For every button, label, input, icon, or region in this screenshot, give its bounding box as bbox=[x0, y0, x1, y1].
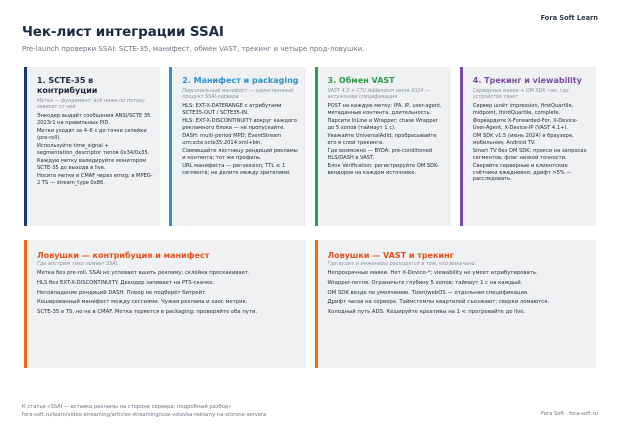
list-item: Wrapper-петля. Ограничьте глубину 5 хопов; таймаут 1 с на каждый. bbox=[327, 279, 523, 286]
card-tracking bbox=[460, 67, 596, 226]
list-item: Где возможно — BYDA; pre-conditioned HLS/DASH в VAST. bbox=[327, 148, 433, 161]
card-subtitle: Метка — фундамент; всё ниже по потоку зависит от неё bbox=[37, 98, 145, 110]
list-item: Несовпадение рендиций DASH. Плеер не подберёт битрейт. bbox=[37, 289, 207, 296]
card-title: 4. Трекинг и viewability bbox=[472, 76, 582, 85]
card-title: 1. SCTE-35 в контрибуции bbox=[37, 76, 98, 95]
trap-title: Ловушки — контрибуция и манифест bbox=[37, 251, 210, 260]
list-item: HLS: EXT-X-DATERANGE с атрибутами SCTE35-OUT / SCTE35-IN. bbox=[182, 103, 282, 116]
trap-accent-bar bbox=[315, 240, 318, 368]
page-subtitle: Pre-launch проверки SSAI: SCTE-35, манифест, обмен VAST, трекинг и четыре прод-ловушки. bbox=[22, 45, 365, 53]
card-accent-bar bbox=[460, 67, 463, 226]
list-item: Форвардите X-Forwarded-For, X-Device-User-Agent, X-Device-IP (VAST 4.1+). bbox=[472, 118, 578, 131]
card-title: 3. Обмен VAST bbox=[327, 76, 395, 85]
footer-credit: Fora Soft · fora-soft.ru bbox=[540, 411, 598, 417]
list-item: Носите метки в CMAF через emsg; в MPEG-2 TS — stream_type 0x86. bbox=[37, 173, 153, 186]
card-accent-bar bbox=[315, 67, 318, 226]
list-item: Каждую метку валидируйте монитором SCTE-35 до выхода в live. bbox=[37, 158, 147, 171]
brand-label: Fora Soft Learn bbox=[540, 14, 598, 22]
list-item: Дрифт часов на сервере. Таймстемпы квартилей съезжают; сверки ломаются. bbox=[327, 299, 550, 306]
list-item: Сервер шлёт impression, firstQuartile, midpoint, thirdQuartile, complete. bbox=[472, 103, 574, 116]
list-item: DASH: multi-period MPD; EventStream urn:scte:scte35:2014:xml+bin. bbox=[182, 133, 282, 146]
list-item: Блок Verification: регистрируйте OM SDK-вендоров на каждом источнике. bbox=[327, 163, 439, 176]
list-item: Парсите InLine и Wrapper; chase Wrapper до 5 хопов (таймаут 1 с). bbox=[327, 118, 438, 131]
card-list bbox=[37, 113, 154, 186]
list-item: Энкодер выдаёт сообщения ANSI/SCTE 35 2023r1 на правильных PID. bbox=[37, 113, 151, 126]
list-item: Метки уходят за 4–6 с до точки склейки (pre-roll). bbox=[37, 128, 147, 141]
list-item: POST на каждую метку: IFA, IP, user-agent, метаданные контента, длительность. bbox=[327, 103, 442, 116]
card-vast bbox=[315, 67, 451, 226]
trap-list bbox=[328, 270, 589, 316]
trap-list bbox=[37, 270, 298, 316]
card-title: 2. Манифест и packaging bbox=[182, 76, 299, 85]
trap-title: Ловушки — VAST и трекинг bbox=[327, 251, 454, 260]
list-item: SCTE-35 в TS, но не в CMAF. Метка теряется в packaging; проверяйте оба пути. bbox=[37, 309, 258, 316]
card-list bbox=[473, 103, 590, 183]
page-title: Чек-лист интеграции SSAI bbox=[22, 24, 224, 40]
list-item: Уважайте UniversalAdId; пробрасывайте его в слой трекинга. bbox=[327, 133, 437, 146]
card-manifest bbox=[169, 67, 305, 226]
list-item: URL манифеста — per-session; TTL ≤ 1 сегмента; не делите между зрителями. bbox=[182, 163, 291, 176]
list-item: Кешированный манифест между сессиями. Чужая реклама и хаос метрик. bbox=[37, 299, 248, 306]
list-item: Совмещайте лестницу рендиций рекламы и контента; тот же профиль. bbox=[182, 148, 298, 161]
trap-accent-bar bbox=[24, 240, 27, 368]
card-subtitle: Серверные маяки + OM SDK там, где устройство тянет bbox=[472, 88, 569, 100]
footer-url[interactable]: fora-soft.ru/learn/video-streaming/articles-streaming/ssai-vstavka-reklamy-na-storone-servera bbox=[22, 412, 267, 418]
checklist-cards bbox=[24, 67, 596, 226]
list-item: Используйте time_signal + segmentation_descriptor типов 0x34/0x35. bbox=[37, 143, 150, 156]
card-list bbox=[182, 103, 299, 176]
list-item: OM SDK везде по умолчанию. Tizen/webOS — отдельная спецификация. bbox=[327, 289, 529, 296]
list-item: Холодный путь ADS. Кешируйте креативы на 1 ч; прогревайте до live. bbox=[327, 309, 526, 316]
card-list bbox=[328, 103, 445, 176]
footer-source bbox=[22, 403, 266, 419]
card-accent-bar bbox=[24, 67, 27, 226]
list-item: HLS без EXT-X-DISCONTINUITY. Декодер запивает на PTS-скачке. bbox=[37, 279, 215, 286]
list-item: Smart TV без OM SDK: прокси на запросах сегментов, флаг низкой точности. bbox=[472, 148, 587, 161]
list-item: HLS: EXT-X-DISCONTINUITY вокруг каждого рекламного блока — не пропускайте. bbox=[182, 118, 297, 131]
trap-contribution-manifest bbox=[24, 240, 306, 368]
list-item: Метка без pre-roll. SSAI не успевает вшить рекламу; склейка проскакивает. bbox=[37, 270, 250, 276]
card-subtitle: VAST 4.3 + CTV Addendum июля 2024 — актуальная спецификация bbox=[327, 88, 430, 100]
list-item: Сверяйте серверные и клиентские счётчики ежедневно; дрифт >5% — расследовать. bbox=[472, 163, 572, 182]
trap-subtitle: Где аудит и инженеры расходятся в том, что выкачано. bbox=[327, 261, 477, 267]
card-scte35 bbox=[24, 67, 160, 226]
footer-note: К статье «SSAI — вставка рекламы на стороне сервера: подробный разбор» bbox=[22, 404, 232, 410]
card-accent-bar bbox=[169, 67, 172, 226]
list-item: Непрозрачные маяки. Нет X-Device-*; viewability не умеет атрибутировать. bbox=[327, 270, 538, 276]
trap-subtitle: Где апстрим тихо ломает SSAI. bbox=[37, 261, 119, 267]
traps-panels bbox=[24, 240, 596, 368]
card-subtitle: Персональный манифест — единственный продукт SSAI-сервера bbox=[182, 88, 294, 100]
list-item: OM SDK v1.5 (июнь 2024) в браузере, мобильном, Android TV. bbox=[472, 133, 574, 146]
trap-vast-tracking bbox=[315, 240, 597, 368]
